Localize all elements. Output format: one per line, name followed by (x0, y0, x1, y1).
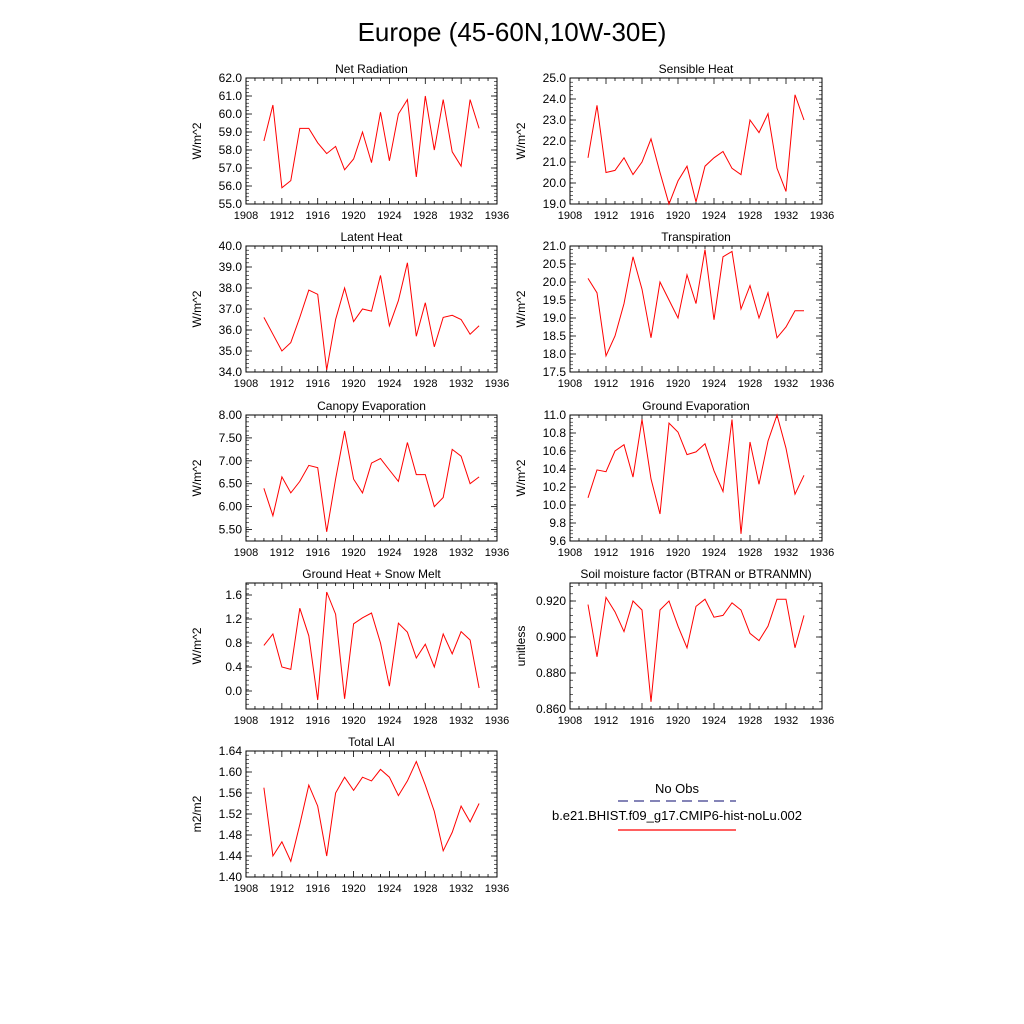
x-tick-label: 1936 (484, 883, 510, 895)
x-tick-label: 1932 (773, 210, 799, 222)
panel-title: Latent Heat (340, 230, 403, 244)
y-tick-label: 8.00 (218, 408, 242, 422)
y-tick-label: 1.48 (218, 828, 242, 842)
panel-title: Canopy Evaporation (317, 399, 426, 413)
x-tick-label: 1928 (737, 547, 763, 559)
x-tick-label: 1908 (557, 547, 583, 559)
x-tick-label: 1932 (448, 715, 474, 727)
y-tick-label: 25.0 (542, 71, 566, 85)
x-tick-label: 1928 (413, 883, 438, 895)
y-tick-label: 10.8 (542, 426, 566, 440)
y-tick-label: 0.4 (225, 660, 242, 674)
x-tick-label: 1916 (305, 210, 330, 222)
y-tick-label: 0.880 (535, 666, 566, 680)
plot-frame (570, 415, 822, 541)
x-tick-label: 1916 (629, 715, 655, 727)
chart-panel (190, 735, 509, 895)
series-line (264, 762, 479, 862)
x-tick-label: 1928 (737, 210, 763, 222)
y-tick-label: 56.0 (218, 179, 242, 193)
x-tick-label: 1924 (377, 210, 402, 222)
y-tick-label: 38.0 (218, 281, 242, 295)
x-tick-label: 1916 (629, 210, 655, 222)
x-tick-label: 1924 (701, 378, 727, 390)
chart-panel (514, 399, 834, 559)
y-tick-label: 40.0 (218, 239, 242, 253)
x-tick-label: 1920 (665, 378, 691, 390)
series-line (264, 96, 479, 188)
y-tick-label: 22.0 (542, 134, 566, 148)
y-tick-label: 20.5 (542, 257, 566, 271)
y-tick-label: 62.0 (218, 71, 242, 85)
x-tick-label: 1932 (773, 715, 799, 727)
panel-title: Transpiration (661, 230, 731, 244)
y-tick-label: 34.0 (218, 365, 242, 379)
y-tick-label: 57.0 (218, 161, 242, 175)
plot-frame (570, 583, 822, 709)
x-tick-label: 1920 (665, 210, 691, 222)
y-tick-label: 5.50 (218, 522, 242, 537)
x-tick-label: 1936 (809, 715, 835, 727)
y-tick-label: 19.5 (542, 293, 566, 307)
y-axis-label: W/m^2 (514, 459, 528, 497)
x-tick-label: 1932 (448, 547, 474, 559)
x-tick-label: 1924 (701, 715, 727, 727)
x-tick-label: 1908 (233, 715, 259, 727)
x-tick-label: 1932 (773, 378, 799, 390)
x-tick-label: 1936 (809, 210, 835, 222)
x-tick-label: 1916 (305, 547, 330, 559)
plot-frame (246, 751, 497, 877)
y-axis-label: W/m^2 (190, 627, 204, 665)
x-tick-label: 1912 (593, 378, 619, 390)
y-tick-label: 11.0 (543, 408, 566, 422)
y-tick-label: 55.0 (218, 197, 242, 211)
x-tick-label: 1936 (484, 547, 510, 559)
x-tick-label: 1916 (629, 547, 655, 559)
x-tick-label: 1932 (448, 883, 474, 895)
x-tick-label: 1924 (701, 547, 727, 559)
y-tick-label: 7.50 (218, 430, 242, 445)
x-tick-label: 1932 (448, 210, 474, 222)
y-tick-label: 20.0 (542, 275, 566, 289)
legend (552, 781, 802, 830)
x-tick-label: 1936 (484, 715, 510, 727)
series-line (588, 597, 804, 701)
x-tick-label: 1916 (305, 378, 330, 390)
panel-title: Total LAI (348, 735, 395, 749)
y-tick-label: 10.6 (542, 444, 566, 458)
panel-title: Soil moisture factor (BTRAN or BTRANMN) (580, 567, 812, 581)
y-tick-label: 61.0 (218, 89, 242, 103)
x-tick-label: 1916 (629, 378, 655, 390)
y-tick-label: 9.6 (549, 534, 566, 548)
y-tick-label: 9.8 (549, 516, 566, 530)
y-tick-label: 1.64 (218, 744, 242, 758)
x-tick-label: 1908 (233, 378, 259, 390)
series-line (264, 431, 479, 532)
y-tick-label: 0.8 (225, 636, 242, 650)
y-tick-label: 36.0 (218, 323, 242, 337)
y-tick-label: 20.0 (542, 176, 566, 190)
y-tick-label: 18.5 (542, 329, 566, 343)
panel-title: Net Radiation (335, 62, 408, 76)
x-tick-label: 1924 (701, 210, 727, 222)
chart-panel (514, 567, 834, 727)
x-tick-label: 1932 (448, 378, 474, 390)
page-title: Europe (45-60N,10W-30E) (357, 17, 667, 47)
y-tick-label: 1.56 (218, 786, 242, 800)
y-tick-label: 21.0 (542, 239, 566, 253)
y-tick-label: 21.0 (542, 155, 566, 169)
x-tick-label: 1936 (484, 378, 510, 390)
x-tick-label: 1928 (413, 715, 438, 727)
y-tick-label: 10.0 (542, 498, 566, 512)
chart-panel (190, 230, 509, 390)
y-tick-label: 58.0 (218, 143, 242, 157)
plot-frame (570, 246, 822, 372)
y-tick-label: 0.900 (535, 630, 566, 644)
y-tick-label: 0.860 (535, 702, 566, 716)
y-tick-label: 1.52 (218, 807, 242, 821)
chart-panel (514, 230, 834, 390)
y-axis-label: m2/m2 (190, 795, 204, 833)
x-tick-label: 1924 (377, 547, 402, 559)
y-axis-label: unitless (514, 625, 528, 667)
y-tick-label: 1.6 (225, 588, 242, 602)
plot-frame (246, 246, 497, 372)
chart-panel (514, 62, 834, 222)
x-tick-label: 1928 (413, 210, 438, 222)
x-tick-label: 1920 (341, 547, 366, 559)
x-tick-label: 1908 (233, 883, 259, 895)
x-tick-label: 1912 (269, 715, 295, 727)
y-tick-label: 0.920 (535, 594, 566, 608)
x-tick-label: 1912 (269, 883, 295, 895)
x-tick-label: 1920 (341, 883, 366, 895)
y-tick-label: 6.50 (218, 476, 242, 491)
y-tick-label: 19.0 (542, 197, 566, 211)
y-tick-label: 7.00 (218, 453, 242, 468)
chart-panel (190, 62, 509, 222)
y-tick-label: 39.0 (218, 260, 242, 274)
x-tick-label: 1936 (809, 378, 835, 390)
x-tick-label: 1920 (341, 378, 366, 390)
y-axis-label: W/m^2 (190, 122, 204, 160)
series-line (588, 415, 804, 534)
y-tick-label: 10.4 (542, 462, 566, 476)
x-tick-label: 1908 (557, 715, 583, 727)
x-tick-label: 1928 (737, 378, 763, 390)
x-tick-label: 1928 (413, 547, 438, 559)
y-axis-label: W/m^2 (514, 122, 528, 160)
y-tick-label: 19.0 (542, 311, 566, 325)
series-line (588, 95, 804, 204)
y-tick-label: 0.0 (225, 684, 242, 698)
y-tick-label: 24.0 (542, 92, 566, 106)
x-tick-label: 1932 (773, 547, 799, 559)
x-tick-label: 1936 (809, 547, 835, 559)
y-tick-label: 23.0 (542, 113, 566, 127)
y-tick-label: 6.00 (218, 499, 242, 514)
y-tick-label: 59.0 (218, 125, 242, 139)
x-tick-label: 1908 (233, 547, 259, 559)
x-tick-label: 1912 (269, 378, 295, 390)
x-tick-label: 1924 (377, 883, 402, 895)
y-tick-label: 18.0 (542, 347, 566, 361)
y-tick-label: 1.40 (218, 870, 242, 884)
legend-model-label: b.e21.BHIST.f09_g17.CMIP6-hist-noLu.002 (551, 808, 803, 823)
y-axis-label: W/m^2 (190, 459, 204, 497)
x-tick-label: 1912 (269, 547, 295, 559)
x-tick-label: 1920 (665, 715, 691, 727)
x-tick-label: 1912 (269, 210, 295, 222)
x-tick-label: 1916 (305, 715, 330, 727)
panel-title: Sensible Heat (658, 62, 734, 76)
x-tick-label: 1912 (593, 210, 619, 222)
y-tick-label: 1.2 (225, 612, 242, 626)
x-tick-label: 1936 (484, 210, 510, 222)
y-tick-label: 17.5 (542, 365, 566, 379)
y-tick-label: 10.2 (542, 480, 566, 494)
legend-obs-label: No Obs (654, 781, 700, 796)
series-line (264, 592, 479, 700)
series-line (588, 250, 804, 356)
x-tick-label: 1908 (557, 378, 583, 390)
y-axis-label: W/m^2 (514, 290, 528, 328)
plot-frame (246, 583, 497, 709)
y-axis-label: W/m^2 (190, 290, 204, 328)
x-tick-label: 1928 (737, 715, 763, 727)
y-tick-label: 1.44 (218, 849, 242, 863)
x-tick-label: 1920 (341, 210, 366, 222)
series-line (264, 263, 479, 370)
x-tick-label: 1924 (377, 715, 402, 727)
x-tick-label: 1928 (413, 378, 438, 390)
y-tick-label: 37.0 (218, 302, 242, 316)
chart-panel (190, 399, 509, 559)
y-tick-label: 60.0 (218, 107, 242, 121)
x-tick-label: 1912 (593, 715, 619, 727)
plot-frame (246, 415, 497, 541)
x-tick-label: 1920 (665, 547, 691, 559)
y-tick-label: 1.60 (218, 765, 242, 779)
x-tick-label: 1908 (557, 210, 583, 222)
x-tick-label: 1920 (341, 715, 366, 727)
x-tick-label: 1912 (593, 547, 619, 559)
x-tick-label: 1908 (233, 210, 259, 222)
panel-title: Ground Evaporation (642, 399, 750, 413)
x-tick-label: 1924 (377, 378, 402, 390)
plot-frame (570, 78, 822, 204)
plot-frame (246, 78, 497, 204)
y-tick-label: 35.0 (218, 344, 242, 358)
panel-title: Ground Heat + Snow Melt (302, 567, 441, 581)
chart-panels (190, 62, 834, 895)
x-tick-label: 1916 (305, 883, 330, 895)
chart-panel (190, 567, 509, 727)
